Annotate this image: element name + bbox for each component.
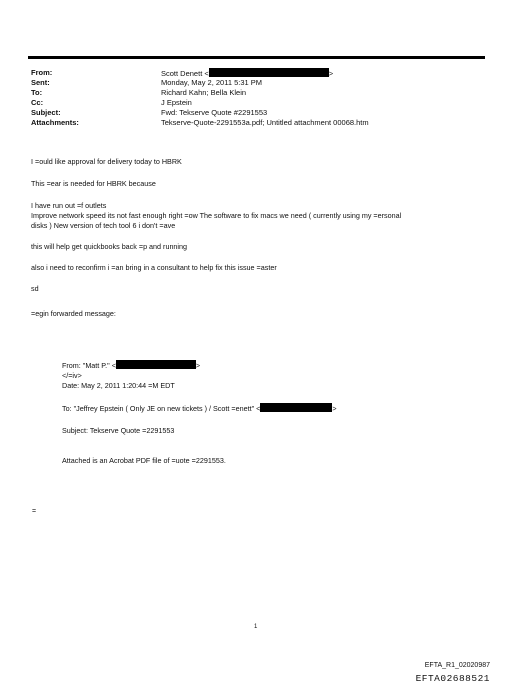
- from-close: >: [328, 69, 334, 78]
- subject-row: [31, 108, 491, 118]
- body-line: disks ) New version of tech tool 6 i don't =ave: [31, 221, 176, 230]
- forwarded-message: [62, 360, 482, 466]
- cc-row: [31, 98, 491, 108]
- body-line: sd: [31, 284, 39, 293]
- sent-label: Sent:: [31, 78, 50, 87]
- body-line: this will help get quickbooks back =p and running: [31, 242, 188, 251]
- subject-value: Fwd: Tekserve Quote #2291553: [161, 108, 268, 117]
- from-label: From:: [31, 68, 53, 77]
- to-label: To:: [31, 88, 43, 97]
- body-line: I have run out =f outlets: [31, 201, 107, 210]
- page-number: 1: [254, 624, 258, 630]
- email-body: [31, 157, 491, 319]
- fwd-from-text: From: "Matt P." <: [62, 361, 116, 370]
- attachments-value: Tekserve-Quote-2291553a.pdf; Untitled attachment 00068.htm: [161, 118, 369, 127]
- cc-value: J Epstein: [161, 98, 192, 107]
- sent-row: [31, 78, 491, 88]
- body-line: also i need to reconfirm i =an bring in a consultant to help fix this issue =aster: [31, 263, 277, 272]
- header-rule: [28, 56, 485, 59]
- cc-label: Cc:: [31, 98, 44, 107]
- fwd-from-close: >: [195, 361, 201, 370]
- fwd-to: [62, 403, 482, 414]
- stray-mark: =: [32, 508, 37, 515]
- fwd-to-close: >: [332, 404, 337, 413]
- bates-number-small: EFTA_R1_02020987: [424, 662, 490, 669]
- to-row: [31, 88, 491, 98]
- email-header: [31, 68, 491, 128]
- body-line: This =ear is needed for HBRK because: [31, 179, 156, 188]
- fwd-to-text: To: "Jeffrey Epstein ( Only JE on new tickets ) / Scott =enett" <: [62, 404, 261, 413]
- attachments-row: [31, 118, 491, 128]
- fwd-div: </=iv>: [62, 371, 82, 380]
- redaction-box: [116, 360, 196, 369]
- to-value: Richard Kahn; Bella Klein: [161, 88, 247, 97]
- bates-number-large: EFTA02688521: [415, 673, 490, 684]
- attachments-label: Attachments:: [31, 118, 79, 127]
- sent-value: Monday, May 2, 2011 5:31 PM: [161, 78, 263, 87]
- redaction-box: [209, 68, 329, 77]
- body-line: I =ould like approval for delivery today to HBRK: [31, 157, 182, 166]
- fwd-date: Date: May 2, 2011 1:20:44 =M EDT: [62, 381, 175, 390]
- fwd-from: [62, 360, 482, 371]
- body-line: Improve network speed its not fast enough right =ow The software to fix macs we need ( currently using my =ersonal: [31, 211, 402, 220]
- redaction-box: [260, 403, 332, 412]
- subject-label: Subject:: [31, 108, 61, 117]
- from-value: [161, 68, 491, 78]
- fwd-attached: Attached is an Acrobat PDF file of =uote =2291553.: [62, 456, 226, 465]
- from-row: [31, 68, 491, 78]
- body-line: =egin forwarded message:: [31, 309, 116, 318]
- fwd-subject: Subject: Tekserve Quote =2291553: [62, 426, 175, 435]
- from-name: Scott Denett <: [161, 69, 209, 78]
